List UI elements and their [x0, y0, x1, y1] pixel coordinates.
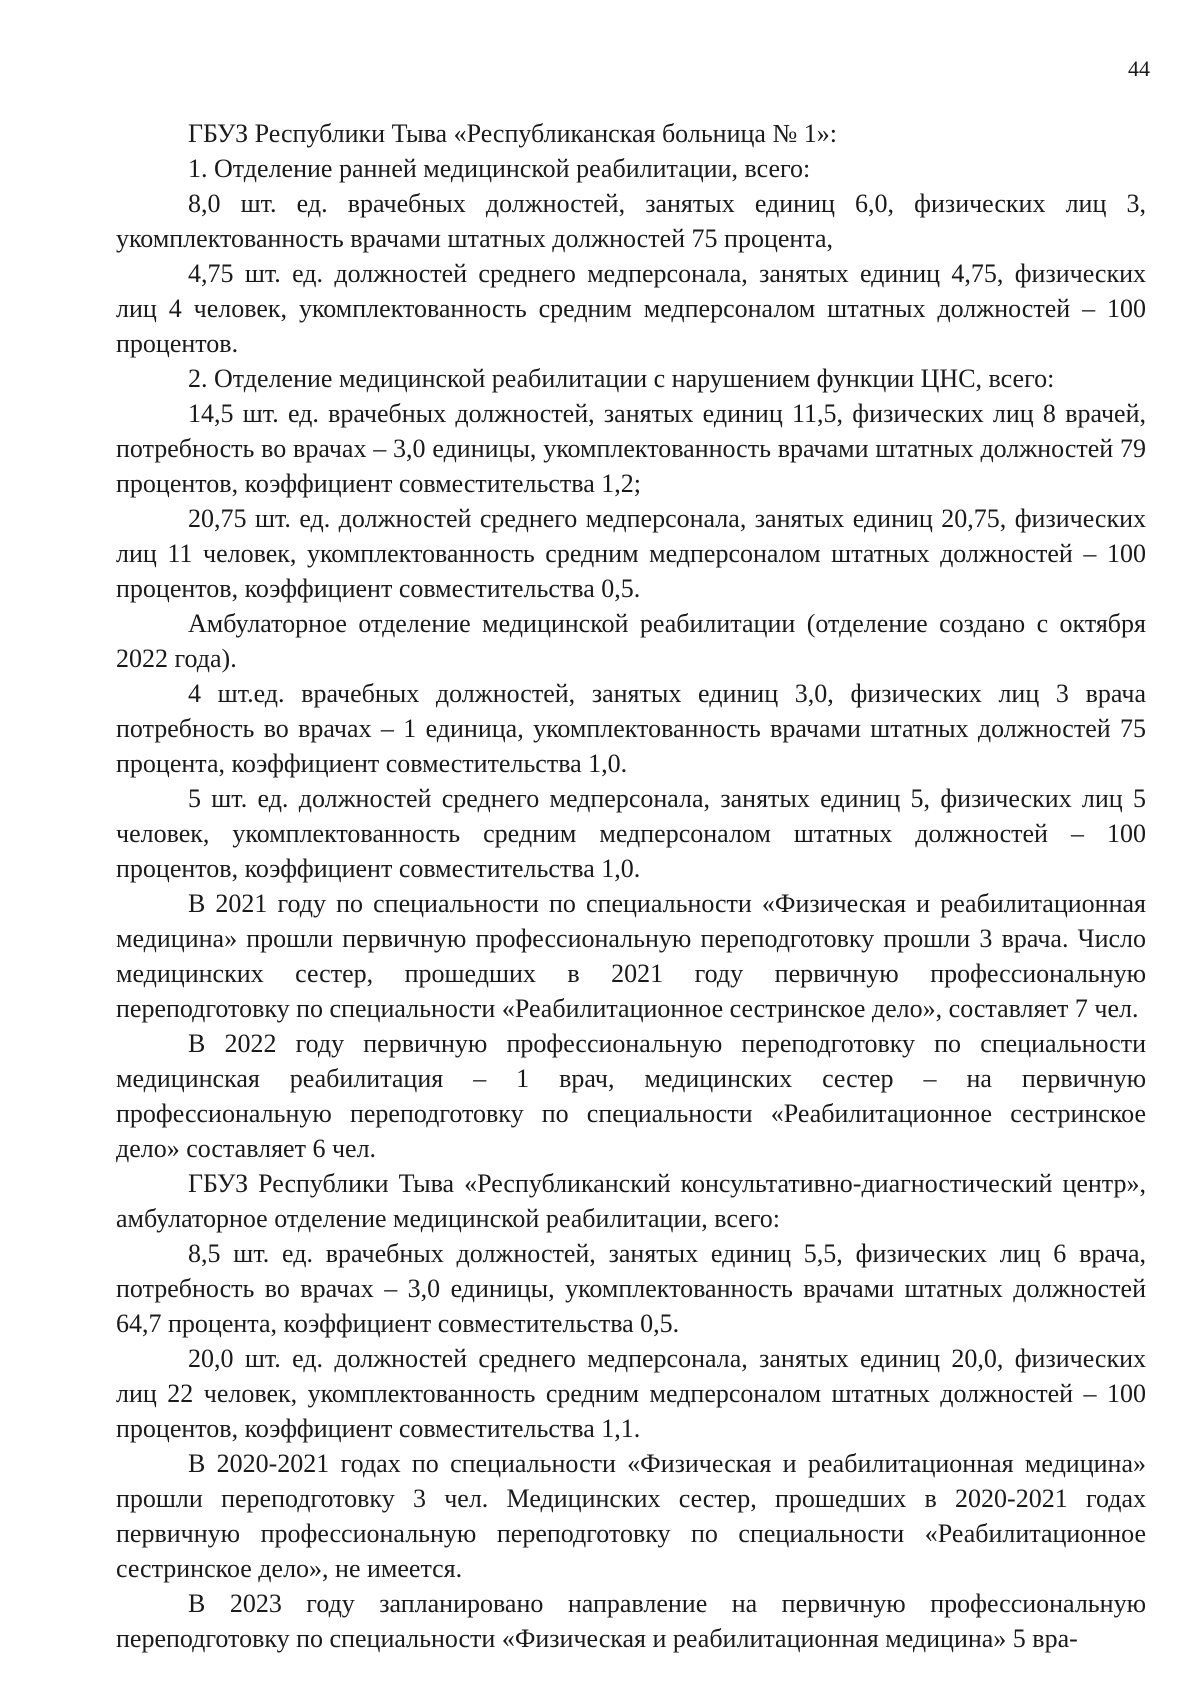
paragraph-training-2020-2021: В 2020-2021 годах по специальности «Физическая и реабилитационная медицина» прошли переподготовку 3 чел. Медицинских сестер, прошедших в 2020-2021 годах первичную профессиональную переподготовку по специальности «Реабилитационное сестринское дело», не имеется.: [116, 1449, 1146, 1583]
paragraph-outpatient-nurses: 5 шт. ед. должностей среднего медперсонала, занятых единиц 5, физических лиц 5 человек, укомплектованность средним медперсоналом штатных должностей – 100 процентов, коэффициент совместительства 1,0.: [116, 784, 1146, 883]
paragraph-cns-rehab-dept: 2. Отделение медицинской реабилитации с нарушением функции ЦНС, всего:: [188, 364, 1055, 393]
paragraph-early-rehab-doctors: 8,0 шт. ед. врачебных должностей, занятых единиц 6,0, физических лиц 3, укомплектованность врачами штатных должностей 75 процента,: [116, 189, 1146, 253]
paragraph-diagnostic-center-doctors: 8,5 шт. ед. врачебных должностей, занятых единиц 5,5, физических лиц 6 врача, потребность во врачах – 3,0 единицы, укомплектованность врачами штатных должностей 64,7 процента, коэффициент совместительства 0,5.: [116, 1239, 1146, 1338]
paragraph-hospital-1-heading: ГБУЗ Республики Тыва «Республиканская больница № 1»:: [188, 119, 837, 148]
paragraph-training-2022: В 2022 году первичную профессиональную переподготовку по специальности медицинская реабилитация – 1 врач, медицинских сестер – на первичную профессиональную переподготовку по специальности «Реабилитационное сестринское дело» составляет 6 чел.: [116, 1029, 1146, 1163]
paragraph-early-rehab-nurses: 4,75 шт. ед. должностей среднего медперсонала, занятых единиц 4,75, физических лиц 4 человек, укомплектованность средним медперсоналом штатных должностей – 100 процентов.: [116, 259, 1146, 358]
paragraph-training-2021: В 2021 году по специальности по специальности «Физическая и реабилитационная медицина» прошли первичную профессиональную переподготовку прошли 3 врача. Число медицинских сестер, прошедших в 2021 году первичную профессиональную переподготовку по специальности «Реабилитационное сестринское дело», составляет 7 чел.: [116, 889, 1146, 1023]
paragraph-cns-rehab-nurses: 20,75 шт. ед. должностей среднего медперсонала, занятых единиц 20,75, физических лиц 11 человек, укомплектованность средним медперсоналом штатных должностей – 100 процентов, коэффициент совместительства 0,5.: [116, 504, 1146, 603]
document-body: [116, 116, 1146, 1656]
paragraph-cns-rehab-doctors: 14,5 шт. ед. врачебных должностей, занятых единиц 11,5, физических лиц 8 врачей, потребность во врачах – 3,0 единицы, укомплектованность врачами штатных должностей 79 процентов, коэффициент совместительства 1,2;: [116, 399, 1146, 498]
paragraph-outpatient-doctors: 4 шт.ед. врачебных должностей, занятых единиц 3,0, физических лиц 3 врача потребность во врачах – 1 единица, укомплектованность врачами штатных должностей 75 процента, коэффициент совместительства 1,0.: [116, 679, 1146, 778]
paragraph-diagnostic-center-heading: ГБУЗ Республики Тыва «Республиканский консультативно-диагностический центр», амбулаторное отделение медицинской реабилитации, всего:: [116, 1169, 1146, 1233]
paragraph-training-plan-2023: В 2023 году запланировано направление на первичную профессиональную переподготовку по специальности «Физическая и реабилитационная медицина» 5 вра-: [116, 1589, 1146, 1653]
paragraph-diagnostic-center-nurses: 20,0 шт. ед. должностей среднего медперсонала, занятых единиц 20,0, физических лиц 22 человек, укомплектованность средним медперсоналом штатных должностей – 100 процентов, коэффициент совместительства 1,1.: [116, 1344, 1146, 1443]
page-number: 44: [1128, 56, 1150, 81]
paragraph-early-rehab-dept: 1. Отделение ранней медицинской реабилитации, всего:: [188, 154, 811, 183]
paragraph-outpatient-dept: Амбулаторное отделение медицинской реабилитации (отделение создано с октября 2022 года).: [116, 609, 1146, 673]
